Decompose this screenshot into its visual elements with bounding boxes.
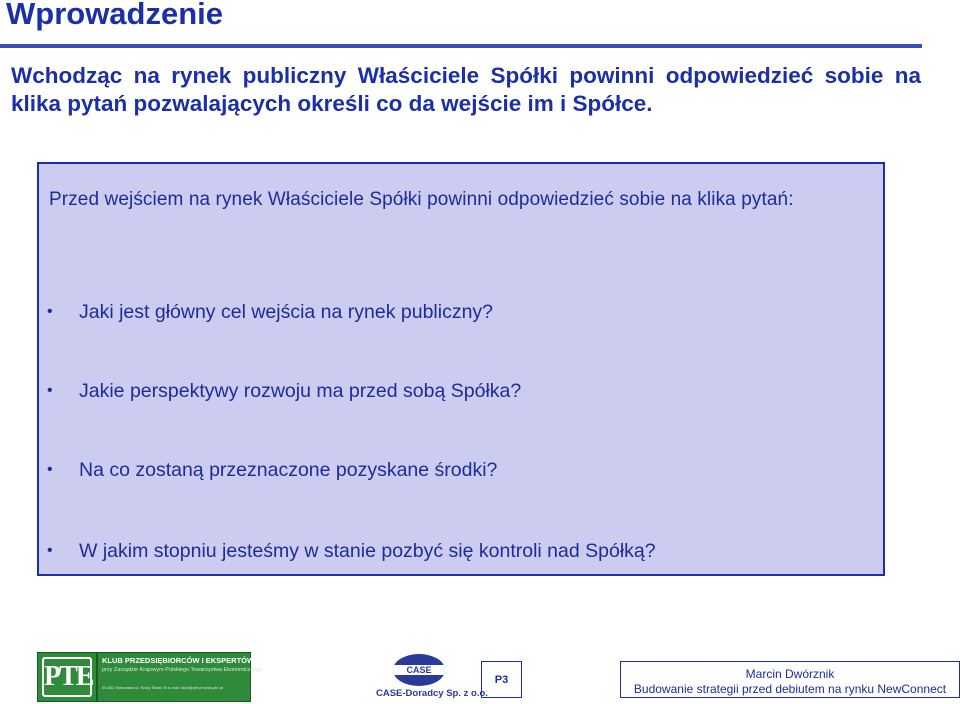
page-number: P3 <box>481 661 522 698</box>
question-text: Jaki jest główny cel wejścia na rynek publiczny? <box>79 301 494 323</box>
question-text: W jakim stopniu jesteśmy w stanie pozbyć się kontroli nad Spółką? <box>79 540 656 562</box>
bullet-icon: • <box>47 542 53 559</box>
pte-logo-letters: PTE <box>42 657 92 697</box>
author-name: Marcin Dwórznik <box>745 667 835 681</box>
bullet-icon: • <box>47 382 53 399</box>
case-logo <box>393 654 445 686</box>
title-divider <box>0 44 922 48</box>
case-company-name: CASE-Doradcy Sp. z o.o. <box>376 688 488 699</box>
questions-panel <box>37 162 885 576</box>
panel-lead-text: Przed wejściem na rynek Właściciele Spółki powinni odpowiedzieć sobie na klika pytań: <box>49 189 794 210</box>
question-text: Na co zostaną przeznaczone pozyskane środki? <box>79 459 498 481</box>
pte-logo <box>37 652 97 702</box>
presentation-topic: Budowanie strategii przed debiutem na rynku NewConnect <box>633 682 947 696</box>
bullet-icon: • <box>47 461 53 478</box>
klub-banner <box>97 652 263 702</box>
author-box <box>620 661 960 698</box>
klub-address: 00-842 Warszawa ul. Nowy Świat 49 e-mail: klub@pte.pl www.pte.pl <box>102 685 223 690</box>
question-text: Jakie perspektywy rozwoju ma przed sobą Spółka? <box>79 380 522 402</box>
bullet-icon: • <box>47 303 53 320</box>
intro-paragraph: Wchodząc na rynek publiczny Właściciele Spółki powinni odpowiedzieć sobie na klika pytań pozwalających określi co da wejście im i Spółce. <box>11 63 921 116</box>
klub-title: KLUB PRZEDSIĘBIORCÓW I EKSPERTÓW <box>102 656 255 665</box>
case-logo-word: CASE <box>406 665 432 675</box>
slide-title: Wprowadzenie <box>6 0 224 31</box>
klub-subtitle: przy Zarządzie Krajowym Polskiego Towarzystwa Ekonomicznego <box>102 667 263 673</box>
